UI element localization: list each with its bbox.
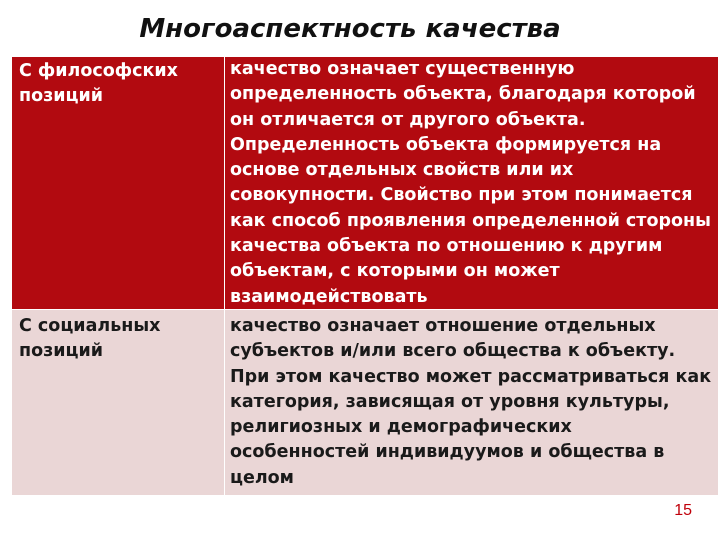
comparison-table (12, 57, 718, 495)
column-divider (224, 57, 225, 495)
row-label-social: С социальных позиций (19, 316, 161, 362)
page-number: 15 (674, 502, 692, 519)
table-row-social (12, 310, 718, 495)
table-row-philosophical (12, 57, 718, 309)
row-text-philosophical: качество означает существенную определенность объекта, благодаря которой он отличается от другого объекта. Определенность объекта формируется на основе отдельных свойств или их совокупности. Свойство при этом понимается как способ проявления определенной стороны качества объекта по отношению к другим объектам, с которыми он может взаимодействовать (230, 59, 711, 307)
row-text-social: качество означает отношение отдельных субъектов и/или всего общества к объекту. При этом качество может рассматриваться как категория, зависящая от уровня культуры, религиозных и демографических особенностей индивидуумов и общества в целом (230, 316, 712, 488)
slide-title: Многоаспектность качества (139, 14, 561, 44)
row-label-philosophical: С философских позиций (19, 61, 178, 107)
